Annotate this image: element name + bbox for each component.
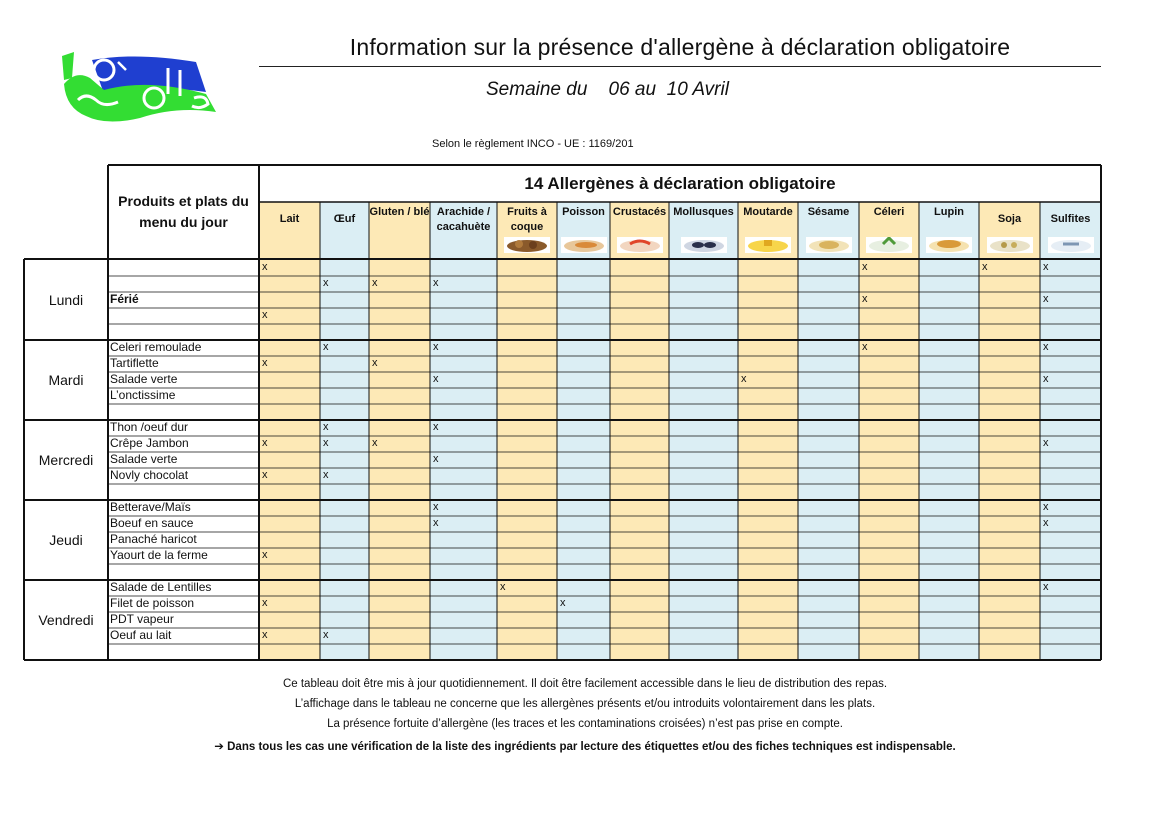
allergen-column-bg bbox=[919, 202, 979, 660]
allergen-mark: x bbox=[323, 421, 329, 433]
day-label: Mardi bbox=[48, 372, 84, 388]
dish-photo-icon bbox=[745, 237, 791, 253]
allergen-label: Sésame bbox=[807, 206, 850, 218]
dish-name bbox=[110, 403, 258, 419]
allergen-mark: x bbox=[862, 293, 868, 305]
allergen-mark: x bbox=[323, 629, 329, 641]
page-title: Information sur la présence d'allergène à déclaration obligatoire bbox=[349, 34, 1011, 60]
allergen-header bbox=[919, 202, 979, 259]
allergen-mark: x bbox=[862, 261, 868, 273]
note-line: Ce tableau doit être mis à jour quotidiennement. Il doit être facilement accessible dans le lieu de distribution des repas. bbox=[282, 678, 888, 690]
allergen-mark: x bbox=[560, 597, 566, 609]
day-label: Jeudi bbox=[49, 532, 83, 548]
allergen-mark: x bbox=[372, 277, 378, 289]
dish-name: Boeuf en sauce bbox=[110, 516, 194, 530]
allergen-mark: x bbox=[500, 581, 506, 593]
week-label: Semaine du 06 au 10 Avril bbox=[486, 79, 729, 100]
dish-name bbox=[110, 259, 258, 275]
allergen-header bbox=[979, 202, 1040, 259]
allergen-label: Mollusques bbox=[673, 206, 734, 218]
allergen-mark: x bbox=[262, 437, 268, 449]
dish-name: PDT vapeur bbox=[110, 612, 174, 626]
allergen-column-bg bbox=[669, 202, 738, 660]
allergen-mark: x bbox=[433, 341, 439, 353]
day-label: Vendredi bbox=[38, 612, 94, 628]
allergen-mark: x bbox=[262, 261, 268, 273]
allergen-mark: x bbox=[433, 421, 439, 433]
dish-name: Salade verte bbox=[110, 372, 178, 386]
title-underline bbox=[259, 66, 1101, 67]
allergen-column-bg bbox=[1040, 202, 1101, 660]
note-line: La présence fortuite d’allergène (les traces et les contaminations croisées) n’est pas prise en compte. bbox=[327, 718, 843, 730]
dish-name: Filet de poisson bbox=[110, 596, 195, 610]
allergen-label: Lupin bbox=[934, 206, 964, 218]
allergen-mark: x bbox=[433, 373, 439, 385]
allergen-mark: x bbox=[1043, 581, 1049, 593]
dish-photo-icon bbox=[617, 237, 663, 253]
dish-photo-icon bbox=[561, 237, 607, 253]
allergen-label: Arachide / cacahuète bbox=[436, 206, 491, 233]
dish-photo-icon bbox=[504, 237, 550, 253]
dish-photo-icon bbox=[1048, 237, 1094, 253]
dish-photo-icon bbox=[987, 237, 1033, 253]
allergen-header bbox=[259, 202, 320, 259]
dish-name bbox=[110, 563, 258, 579]
allergen-label: Fruits à coque bbox=[507, 206, 547, 233]
allergen-mark: x bbox=[1043, 517, 1049, 529]
allergen-mark: x bbox=[982, 261, 988, 273]
allergen-mark: x bbox=[323, 277, 329, 289]
allergen-column-bg bbox=[430, 202, 497, 660]
allergen-mark: x bbox=[262, 629, 268, 641]
dish-name: Salade verte bbox=[110, 452, 178, 466]
dish-name: Férié bbox=[110, 292, 139, 306]
allergen-mark: x bbox=[262, 357, 268, 369]
dish-name: Thon /oeuf dur bbox=[110, 420, 189, 434]
allergen-column-bg bbox=[497, 202, 557, 660]
allergen-column-bg bbox=[259, 202, 320, 660]
dish-photo-icon bbox=[866, 237, 912, 253]
allergen-mark: x bbox=[1043, 437, 1049, 449]
allergen-mark: x bbox=[323, 469, 329, 481]
allergens-header: 14 Allergènes à déclaration obligatoire bbox=[524, 173, 836, 193]
products-header: Produits et plats du menu du jour bbox=[118, 193, 249, 230]
dish-name: Yaourt de la ferme bbox=[110, 548, 208, 562]
allergen-column-bg bbox=[610, 202, 669, 660]
allergen-column-bg bbox=[798, 202, 859, 660]
allergen-column-bg bbox=[738, 202, 798, 660]
allergen-column-bg bbox=[557, 202, 610, 660]
allergen-header bbox=[610, 202, 669, 259]
allergen-mark: x bbox=[433, 453, 439, 465]
allergen-header bbox=[798, 202, 859, 259]
dish-name: Betterave/Maïs bbox=[110, 500, 191, 514]
dish-name bbox=[110, 323, 258, 339]
allergen-header bbox=[369, 202, 430, 259]
allergen-mark: x bbox=[433, 517, 439, 529]
allergen-header bbox=[1040, 202, 1101, 259]
allergen-mark: x bbox=[433, 277, 439, 289]
allergen-header bbox=[738, 202, 798, 259]
allergen-mark: x bbox=[862, 341, 868, 353]
dish-name bbox=[110, 307, 258, 323]
allergen-mark: x bbox=[1043, 261, 1049, 273]
allergen-header bbox=[320, 202, 369, 259]
allergen-column-bg bbox=[979, 202, 1040, 660]
allergen-column-bg bbox=[859, 202, 919, 660]
dish-name bbox=[110, 643, 258, 659]
allergen-mark: x bbox=[1043, 501, 1049, 513]
allergen-mark: x bbox=[323, 341, 329, 353]
logo-image bbox=[56, 48, 222, 130]
allergen-label: Œuf bbox=[333, 213, 356, 225]
regulation-label: Selon le règlement INCO - UE : 1169/201 bbox=[432, 138, 634, 150]
dish-name: Panaché haricot bbox=[110, 532, 197, 546]
dish-name: Salade de Lentilles bbox=[110, 580, 212, 594]
dish-photo-icon bbox=[806, 237, 852, 253]
dish-name: Celeri remoulade bbox=[110, 340, 202, 354]
note-line: L’affichage dans le tableau ne concerne que les allergènes présents et/ou introduits volontairement dans les plats. bbox=[294, 698, 876, 710]
allergen-label: Lait bbox=[279, 213, 300, 225]
allergen-label: Sulfites bbox=[1050, 213, 1091, 225]
allergen-mark: x bbox=[323, 437, 329, 449]
allergen-mark: x bbox=[372, 437, 378, 449]
dish-name: Tartiflette bbox=[110, 356, 159, 370]
final-note: ➔ Dans tous les cas une vérification de la liste des ingrédients par lecture des étiquettes et/ou des fiches techniques est indispensable. bbox=[214, 741, 956, 753]
dish-name: Oeuf au lait bbox=[110, 628, 172, 642]
dish-name: Crêpe Jambon bbox=[110, 436, 189, 450]
allergen-label: Poisson bbox=[562, 206, 605, 218]
allergen-mark: x bbox=[1043, 293, 1049, 305]
allergen-mark: x bbox=[262, 469, 268, 481]
allergen-label: Crustacés bbox=[612, 206, 667, 218]
allergen-mark: x bbox=[262, 597, 268, 609]
allergen-header bbox=[430, 202, 497, 259]
allergen-label: Moutarde bbox=[743, 206, 793, 218]
allergen-mark: x bbox=[372, 357, 378, 369]
allergen-header bbox=[859, 202, 919, 259]
allergen-mark: x bbox=[262, 549, 268, 561]
dish-name: Novly chocolat bbox=[110, 468, 189, 482]
allergen-label: Gluten / blé bbox=[369, 206, 430, 218]
allergen-mark: x bbox=[1043, 373, 1049, 385]
allergen-header bbox=[557, 202, 610, 259]
allergen-column-bg bbox=[369, 202, 430, 660]
dish-photo-icon bbox=[681, 237, 727, 253]
allergen-mark: x bbox=[262, 309, 268, 321]
dish-name bbox=[110, 483, 258, 499]
allergen-header bbox=[669, 202, 738, 259]
dish-photo-icon bbox=[926, 237, 972, 253]
day-label: Lundi bbox=[48, 292, 84, 308]
dish-name: L’onctissime bbox=[110, 388, 176, 402]
allergen-mark: x bbox=[741, 373, 747, 385]
day-label: Mercredi bbox=[38, 452, 94, 468]
allergen-label: Céleri bbox=[873, 206, 905, 218]
allergen-mark: x bbox=[433, 501, 439, 513]
dish-name bbox=[110, 275, 258, 291]
allergen-header bbox=[497, 202, 557, 259]
allergen-mark: x bbox=[1043, 341, 1049, 353]
allergen-label: Soja bbox=[997, 213, 1022, 225]
